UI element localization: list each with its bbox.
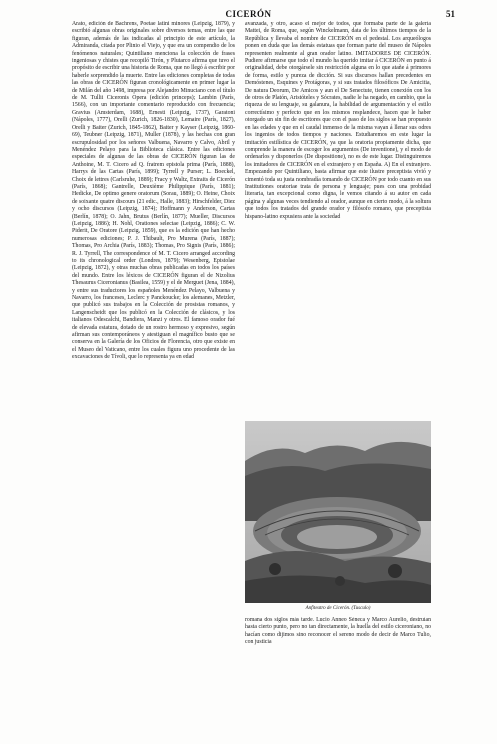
right-column-bottom-text: romana dos siglos más tarde. Lucio Anneo Séneca y Marco Aurelio, destruían hasta cierto punto, pero no tan directamente, la huella del estilo ciceroniano, no hacían como dijimos sino reconocer el sereno modo de decir de Marco Tulio, con justicia — [245, 617, 431, 646]
photo-caption: Anfiteatro de Cicerón. (Tusculo) — [305, 606, 371, 611]
amphitheatre-photo — [245, 421, 431, 603]
right-column-top — [245, 21, 431, 421]
right-column-top-text: avanzada, y otro, acaso el mejor de todos, que formaba parte de la galería Mattei, de Roma, que, según Winckelmann, data de los últimos tiempos de la República y llevaba el nombre de CICERÓN en el pedestal. Los arqueólogos ponen en duda que las demás estatuas que forman parte del museo de Nápoles representen realmente al gran orador latino. IMITADORES DE CICERÓN. Pudiere afirmarse que todo el mundo ha querido imitar á CICERÓN en punto á originalidad, debe otorgársele sin restricción alguna en lo que atañe á primores de forma, estilo y pureza de dicción. Si sus discursos hallan precedentes en Demóstenes, Esquines y Protágoras, y si sus tratados filosóficos De Amicitia, De natura Deorum, De Amicos y aun el De Senectute, tienen conexión con los de otros de Platón, Aristóteles y Sócrates, nadie le ha negado, en cambio, que la riqueza de su lenguaje, su galanura, la habilidad de argumentación y el estilo correctísimo y perfecto que en los mismos resplandece, hacen que le haber otorgado un sin fin de escritores que con el paso de los siglos se han propuesto en las edades y que en el caudal inmenso de la misma vayan á llenar sus odres los ingenios de todos tiempos y naciones. Estudiaremos en este lugar la imitación estilística de CICERÓN, ya que la oratoria propiamente dicha, que comprende la manera de escoger los argumentos (De inventione), y el modo de ordenarlos y disponerlos (De dispositione), no es de este lugar. Distinguiremos los imitadores de CICERÓN en el extranjero y en España. A) En el extranjero. Empezando por Quintiliano, basta afirmar que este ilustre preceptista vivió y cimentó toda su justa nombradía tomando de CICERÓN por todo cuanto en sus Institutiones oratoriae trata de persona y lenguaje; pues con una probidad literaria, tan excepcional como digna, le vemos citando á su autor en cada página y algunas veces tendiendo al orador, aunque en cierto modo, á la soltura que todos los tratados del grande orador y filósofo romano, que preceptista hispano-latino expusiera ante la sociedad — [245, 21, 431, 220]
running-title: CICERÓN — [225, 9, 272, 19]
left-column-text: Arato, edición de Bachrens, Poetae latini minores (Leipzig, 1879), y escribió algunas obras originales sobre diversos temas, entre las que figuran, además de las indicadas al principio de este artículo, la Admiranda, citada por Plinio el Viejo, y que era un compendio de los fenómenos naturales; Quintiliano menciona la colección de frases ingeniosas y chistes que recopiló Tirón, y Plutarco afirma que tuvo el propósito de escribir una historia de Roma, que no llegó á escribir por haberle sorprendido la muerte. Entre las ediciones completas de todas las obras de CICERÓN figuran cronológicamente en primer lugar la de Milán del año 1498, impresa por Alejandro Minuciano con el título de M. Tullii Ciceronis Opera (edición princeps); Lambin (París, 1566), con un importante comentario reproducido con frecuencia; Gravius (Amsterdam, 1688), Ernesti (Leipzig, 1737), Garatoni (Nápoles, 1777), Orelli (Zurich, 1826-1830), Lemaire (París, 1827), Orelli y Baiter (Zurich, 1845-1862), Baiter y Kayser (Leipzig, 1860-69), Teubner (Leipzig, 1871), Muller (1878), y las hechas con gran escrupulosidad por los señores Valbuena, Navarro y Calvo, Abril y Menéndez Pelayo para la Biblioteca clásica. Entre las ediciones especiales de algunas de las obras de CICERÓN figuran las de Anthoine, M. T. Cicero ad Q. fratrem epistola prima (París, 1888), Harrys de las Cartas (París, 1899); Tyrrell y Purser; L. Boeckel, Choix de lettres (Carlsruhe, 1889); Fracy y Waltz, Extraits de Cicerón (París, 1868); Gantrelle, Deuxième Philippique (París, 1881); Hedicke, De optimo genere oratorum (Sorau, 1889); O. Heine, Choix de soixante quatre discours (21 edic., Halle, 1883); Hirschfelder, Diez y ocho discursos (Leipzig, 1874); Hoffmann y Anderson, Cartas (Berlín, 1878); O. Jahn, Brutus (Berlín, 1877); Mueller, Discursos (Leipzig, 1886); H. Nohl, Orationes selectae (Leipzig, 1886); C. W. Piderit, De Oratore (Leipzig, 1859), que es la edición que han hecho numerosas ediciones; P. J. Thibault, Pro Murena (París, 1887); Thomas, Pro Archia (París, 1883); Thomas, Pro Signis (París, 1886); R. J. Tyrrell, The correspondence of M. T. Cicero arranged according to its chronological order (Londres, 1879); Wesenberg, Epistolae (Leipzig, 1872), y otras muchas obras publicadas en todos los países del mundo. Entre los léxicos de CICERÓN figuran el de Nizolius Thesaurus Ciceronianus (Basilea, 1559) y el de Merguet (Jena, 1884), y entre sus traductores los españoles Menéndez Pelayo, Valbuena y Navarro, los franceses, Leclerc y Panckoucke; los alemanes, Metzler, que publicó sus trabajos en la Colección de prosistas romanos, y Langenscheidt que los publicó en la Colección de clásicos, y los italianos Odescalchi, Bandiera, Manzi y otros. El famoso orador fué de elevada estatura, dotado de un rostro hermoso y expresivo, según afirman sus contemporáneos y atestiguan el magnífico busto que se conserva en la Galería de los Oficios de Florencia, otro que existe en el Museo del Vaticano, entre los cuales figura uno procedente de las excavaciones de Tívoli, que lo representa ya en edad — [72, 21, 235, 361]
ruined-amphitheatre-photo-icon — [245, 421, 431, 603]
page-number: 51 — [446, 9, 455, 19]
left-column — [72, 21, 235, 735]
right-column-bottom — [245, 617, 431, 735]
